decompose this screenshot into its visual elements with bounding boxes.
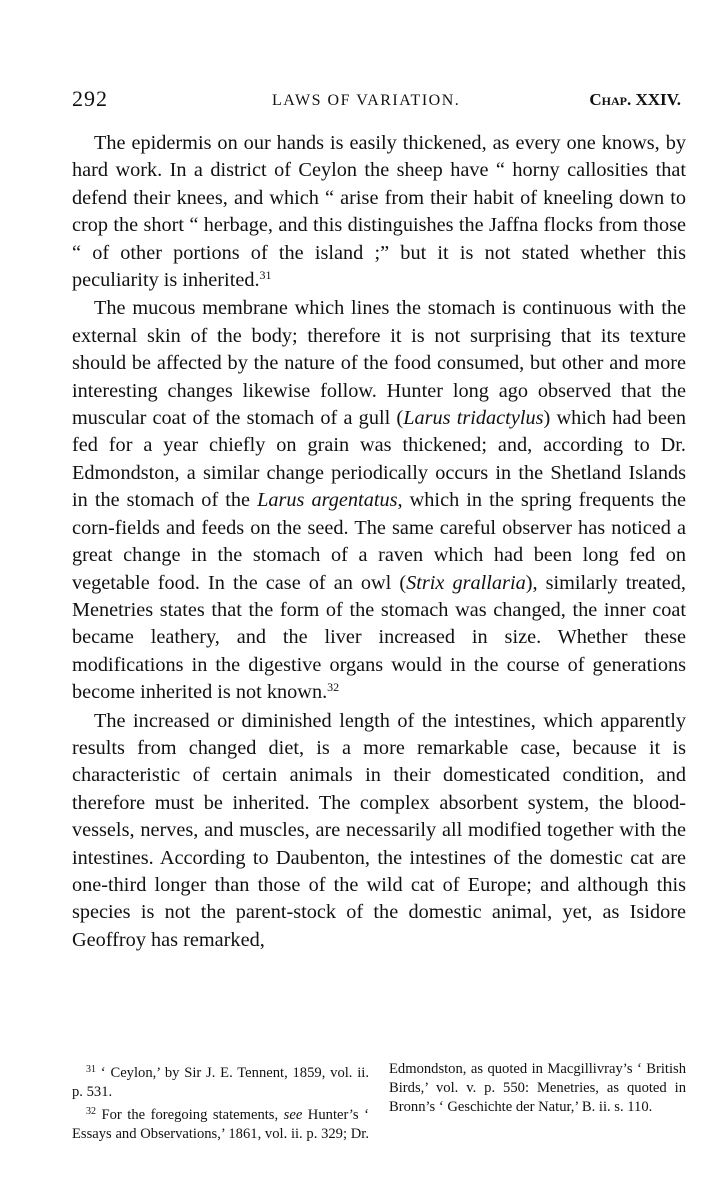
footnote-number: 31 <box>86 1064 96 1075</box>
footnote-reference: 31 <box>259 268 272 283</box>
italic-text: Larus tridactylus <box>403 407 544 430</box>
footnotes <box>72 1060 686 1144</box>
text-run: The epidermis on our hands is easily thickened, as every one knows, by hard work. In a district of Ceylon the sheep have “ horny callosities that defend their knees, and which “ arise from their habit of kneeling down to crop the short “ herbage, and this distinguishes the Jaffna flocks from those “ of other portions of the island ;” but it is not stated whether this peculiarity is inherited. <box>72 132 686 292</box>
text-run: ) which had been fed for a year chiefly on grain was thickened; and, according to Dr. Edmondston, a similar change periodically occurs in the Shetland Islands in the stomach of the <box>72 407 686 512</box>
text-run: The increased or diminished length of the intestines, which apparently results from changed diet, is a more remarkable case, because it is characteristic of certain animals in their domesticated condition, and therefore must be inherited. The complex absorbent system, the blood-vessels, nerves, and muscles, are necessarily all modified together with the intestines. According to Daubenton, the intestines of the domestic cat are one-third longer than those of the wild cat of Europe; and although this species is not the parent-stock of the domestic animal, yet, as Isidore Geoffroy has remarked, <box>72 709 686 951</box>
page-number: 292 <box>72 86 108 111</box>
italic-text: Strix grallaria <box>406 571 526 594</box>
chapter-label: Chap. XXIV. <box>589 90 681 109</box>
text-run: , which in the spring frequents the corn-fields and feeds on the seed. The same careful observer has noticed a great change in the stomach of a raven which had been long fed on vegetable food. In the case of an owl ( <box>72 489 686 594</box>
italic-text: see <box>283 1107 303 1123</box>
running-title: LAWS OF VARIATION. <box>272 92 461 109</box>
running-header <box>72 86 681 116</box>
paragraph <box>72 708 686 955</box>
text-run: ), similarly treated, Menetries states that the form of the stomach was changed, the inner coat became leathery, and the liver increased in size. Whether these modifications in the digestive organs would in the course of generations become inherited is not known. <box>72 571 686 704</box>
footnote-reference: 32 <box>327 680 340 695</box>
text-run: For the foregoing statements, <box>96 1107 284 1123</box>
text-run: ‘ Ceylon,’ by Sir J. E. Tennent, 1859, vol. ii. p. 531. <box>72 1065 369 1100</box>
text-run: Hunter’s ‘ Essays and Observations,’ 1861, vol. ii. p. 329; Dr. Edmondston, as quoted in Macgillivray’s ‘ British Birds,’ vol. v. p. 550: Menetries, as quoted in Bronn’s ‘ Geschichte der Natur,’ B. ii. s. 110. <box>72 1061 686 1142</box>
paragraph <box>72 130 686 294</box>
footnote-number: 32 <box>86 1106 96 1117</box>
body-text <box>72 130 686 955</box>
paragraph <box>72 295 686 706</box>
italic-text: Larus argentatus <box>257 489 398 512</box>
footnote <box>72 1060 369 1102</box>
text-run: The mucous membrane which lines the stomach is continuous with the external skin of the body; therefore it is not surprising that its texture should be affected by the nature of the food consumed, but other and more interesting changes likewise follow. Hunter long ago observed that the muscular coat of the stomach of a gull ( <box>72 297 686 430</box>
